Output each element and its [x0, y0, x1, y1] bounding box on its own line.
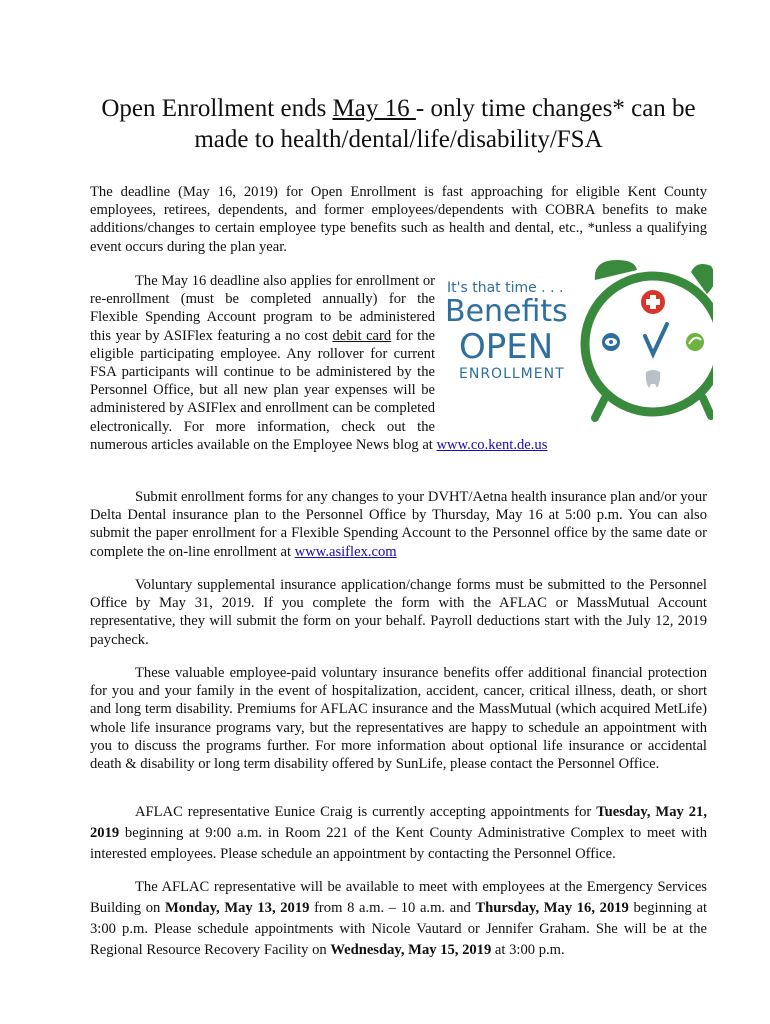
logo-line4: ENROLLMENT — [459, 366, 565, 382]
avail-date-1: Monday, May 13, 2019 — [164, 900, 310, 916]
title-post: - only time changes* can be made to health/dental/life/disability/FSA — [194, 95, 696, 153]
fsa-section — [90, 272, 707, 454]
avail-text-a: The AFLAC representative will be available to meet with employees at the Emergency Services Building on — [90, 879, 707, 916]
page-title — [84, 93, 713, 155]
fsa-text-b: for the eligible participating employee. Any rollover for current FSA participants will continue to be administered by the Personnel Office, but all new plan year expenses will be administered by ASIFlex and enrollment can be completed electronically. For more information, check out the numerous articles available on the Employee News blog at — [90, 327, 437, 453]
title-pre: Open Enrollment ends — [101, 95, 333, 122]
submit-text: Submit enrollment forms for any changes to your DVHT/Aetna health insurance plan and/or your Delta Dental insurance plan to the Personnel Office by Thursday, May 16 at 5:00 p.m. You can also submit the paper enrollment for a Flexible Spending Account to the Personnel office by the same date or complete the on-line enrollment at — [90, 489, 707, 560]
asiflex-link[interactable]: www.asiflex.com — [294, 543, 397, 560]
paragraph-submit-forms — [90, 488, 707, 561]
aflac-text-b: beginning at 9:00 a.m. in Room 221 of the Kent County Administrative Complex to meet with interested employees. Please schedule an appointment by contacting the Personnel Office. — [90, 825, 707, 862]
paragraph-voluntary: Voluntary supplemental insurance application/change forms must be submitted to the Personnel Office by May 31, 2019. If you complete the form with the AFLAC or MassMutual Account representative, they will submit the form on your behalf. Payroll deductions start with the July 12, 2019 paycheck. — [90, 577, 707, 648]
paragraph-deadline: The deadline (May 16, 2019) for Open Enrollment is fast approaching for eligible Kent County employees, retirees, dependents, and former employees/dependents with COBRA benefits to make additions/changes to certain employee type benefits such as health and dental, etc., *unless a qualifying event occurs during the plan year. — [90, 184, 707, 255]
benefits-open-enrollment-logo — [445, 258, 713, 430]
logo-line3: OPEN — [459, 327, 554, 367]
paragraph-aflac-availability — [90, 877, 707, 961]
debit-card-text: debit card — [332, 327, 392, 344]
aflac-text-a: AFLAC representative Eunice Craig is currently accepting appointments for — [135, 804, 597, 820]
avail-text-c: beginning at 3:00 p.m. Please schedule appointments with Nicole Vautard or Jennifer Graham. She will be at the Regional Resource Recovery Facility on — [90, 900, 708, 958]
aflac-date-bold: Tuesday, May 21, 2019 — [90, 804, 707, 841]
title-date: May 16 — [332, 95, 416, 122]
paragraph-aflac-appointments — [90, 802, 707, 865]
avail-text-b: from 8 a.m. – 10 a.m. and — [309, 900, 476, 916]
logo-line1: It's that time . . . — [447, 280, 564, 296]
logo-text — [445, 280, 595, 382]
fsa-text-a: The May 16 deadline also applies for enrollment or re-enrollment (must be completed annually) for the Flexible Spending Account program to be administered this year by ASIFlex featuring a no cost — [90, 273, 435, 344]
avail-text-d: at 3:00 p.m. — [491, 942, 565, 958]
logo-line2: Benefits — [445, 294, 568, 329]
avail-date-3: Wednesday, May 15, 2019 — [330, 942, 492, 958]
paragraph-benefits: These valuable employee-paid voluntary insurance benefits offer additional financial protection for you and your family in the event of hospitalization, accident, cancer, critical illness, death, or short and long term disability. Premiums for AFLAC insurance and the MassMutual (which acquired MetLife) whole life insurance programs vary, but the representatives are happy to schedule an appointment with you to discuss the programs further. For more information about optional life insurance or accidental death & disability or long term disability offered by SunLife, please contact the Personnel Office. — [90, 665, 707, 773]
kent-county-link[interactable]: www.co.kent.de.us — [436, 436, 548, 453]
avail-date-2: Thursday, May 16, 2019 — [475, 900, 629, 916]
